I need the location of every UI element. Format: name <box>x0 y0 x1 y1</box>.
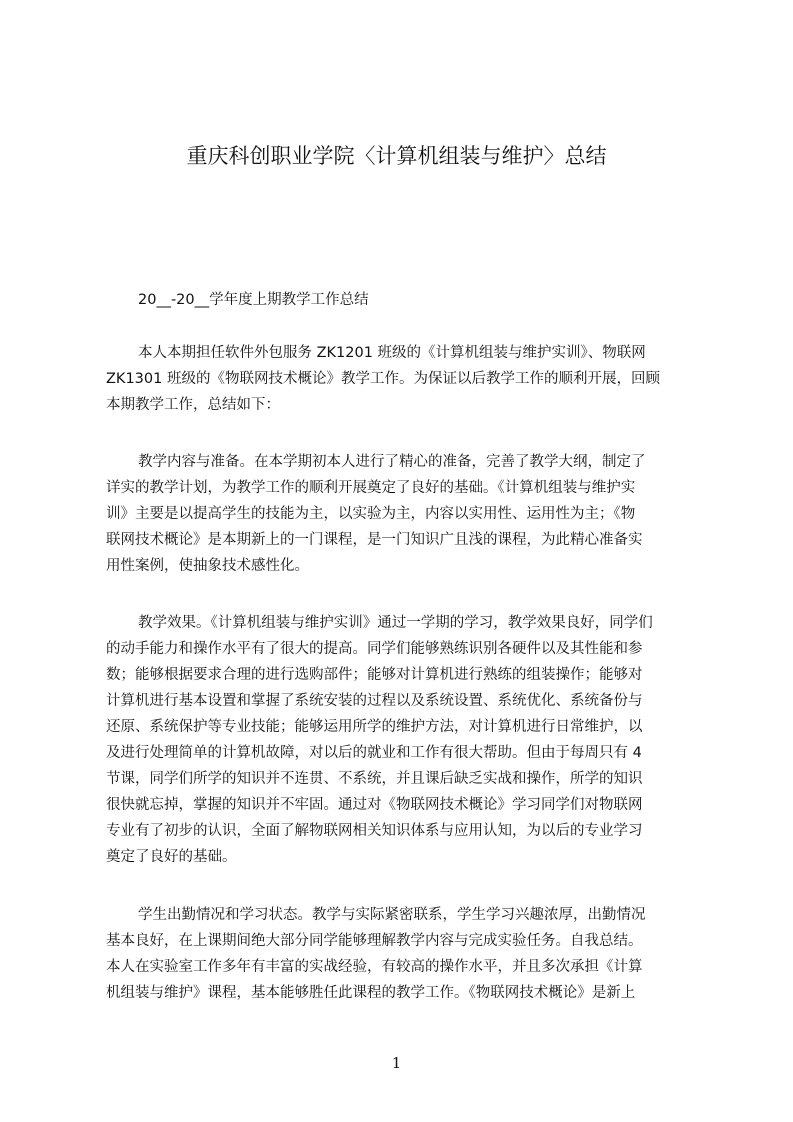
paragraph-line: 的动手能力和操作水平有了很大的提高。同学们能够熟练识别各硬件以及其性能和参 <box>106 641 643 657</box>
paragraph-line: 还原、系统保护等专业技能；能够运用所学的维护方法，对计算机进行日常维护，以 <box>106 719 643 735</box>
paragraph-line: 本人本期担任软件外包服务 ZK1201 班级的《计算机组装与维护实训》、物联网 <box>138 345 646 361</box>
paragraph-line: 本人在实验室工作多年有丰富的实战经验，有较高的操作水平，并且多次承担《计算 <box>106 959 643 975</box>
paragraph-line: 基本良好，在上课期间绝大部分同学能够理解教学内容与完成实验任务。自我总结。 <box>106 933 643 949</box>
paragraph-line: 用性案例，使抽象技术感性化。 <box>106 558 309 574</box>
paragraph-line: 很快就忘掉，掌握的知识并不牢固。通过对《物联网技术概论》学习同学们对物联网 <box>106 797 643 813</box>
paragraph-line: 教学内容与准备。在本学期初本人进行了精心的准备，完善了教学大纲，制定了 <box>138 454 646 470</box>
paragraph-attendance <box>106 902 718 1006</box>
paragraph-line: 联网技术概论》是本期新上的一门课程，是一门知识广且浅的课程，为此精心准备实 <box>106 532 643 548</box>
paragraph-line: 奠定了良好的基础。 <box>106 849 237 865</box>
paragraph-line: 及进行处理简单的计算机故障，对以后的就业和工作有很大帮助。但由于每周只有 4 <box>106 745 642 761</box>
paragraph-intro <box>106 340 718 418</box>
document-title: 重庆科创职业学院〈计算机组装与维护〉总结 <box>186 144 607 168</box>
paragraph-line: 节课，同学们所学的知识并不连贯、不系统，并且课后缺乏实战和操作，所学的知识 <box>106 771 643 787</box>
paragraph-line: 教学效果。《计算机组装与维护实训》通过一学期的学习，教学效果良好，同学们 <box>138 615 653 631</box>
paragraph-line: 计算机进行基本设置和掌握了系统安装的过程以及系统设置、系统优化、系统备份与 <box>106 693 643 709</box>
paragraph-line: 数；能够根据要求合理的进行选购部件；能够对计算机进行熟练的组装操作；能够对 <box>106 667 643 683</box>
document-subtitle: 20__-20__学年度上期教学工作总结 <box>138 292 369 308</box>
paragraph-teaching-effect <box>106 610 718 870</box>
paragraph-line: 训》主要是以提高学生的技能为主，以实验为主，内容以实用性、运用性为主；《物 <box>106 506 636 522</box>
page-number: 1 <box>391 1054 402 1072</box>
paragraph-line: 机组装与维护》课程，基本能够胜任此课程的教学工作。《物联网技术概论》是新上 <box>106 985 636 1001</box>
paragraph-line: 学生出勤情况和学习状态。教学与实际紧密联系，学生学习兴趣浓厚，出勤情况 <box>138 907 646 923</box>
paragraph-line: ZK1301 班级的《物联网技术概论》教学工作。为保证以后教学工作的顺利开展，回顾 <box>106 371 660 387</box>
paragraph-line: 详实的教学计划，为教学工作的顺利开展奠定了良好的基础。《计算机组装与维护实 <box>106 480 636 496</box>
paragraph-line: 专业有了初步的认识，全面了解物联网相关知识体系与应用认知，为以后的专业学习 <box>106 823 643 839</box>
paragraph-teaching-content <box>106 449 718 579</box>
paragraph-line: 本期教学工作，总结如下： <box>106 397 280 413</box>
